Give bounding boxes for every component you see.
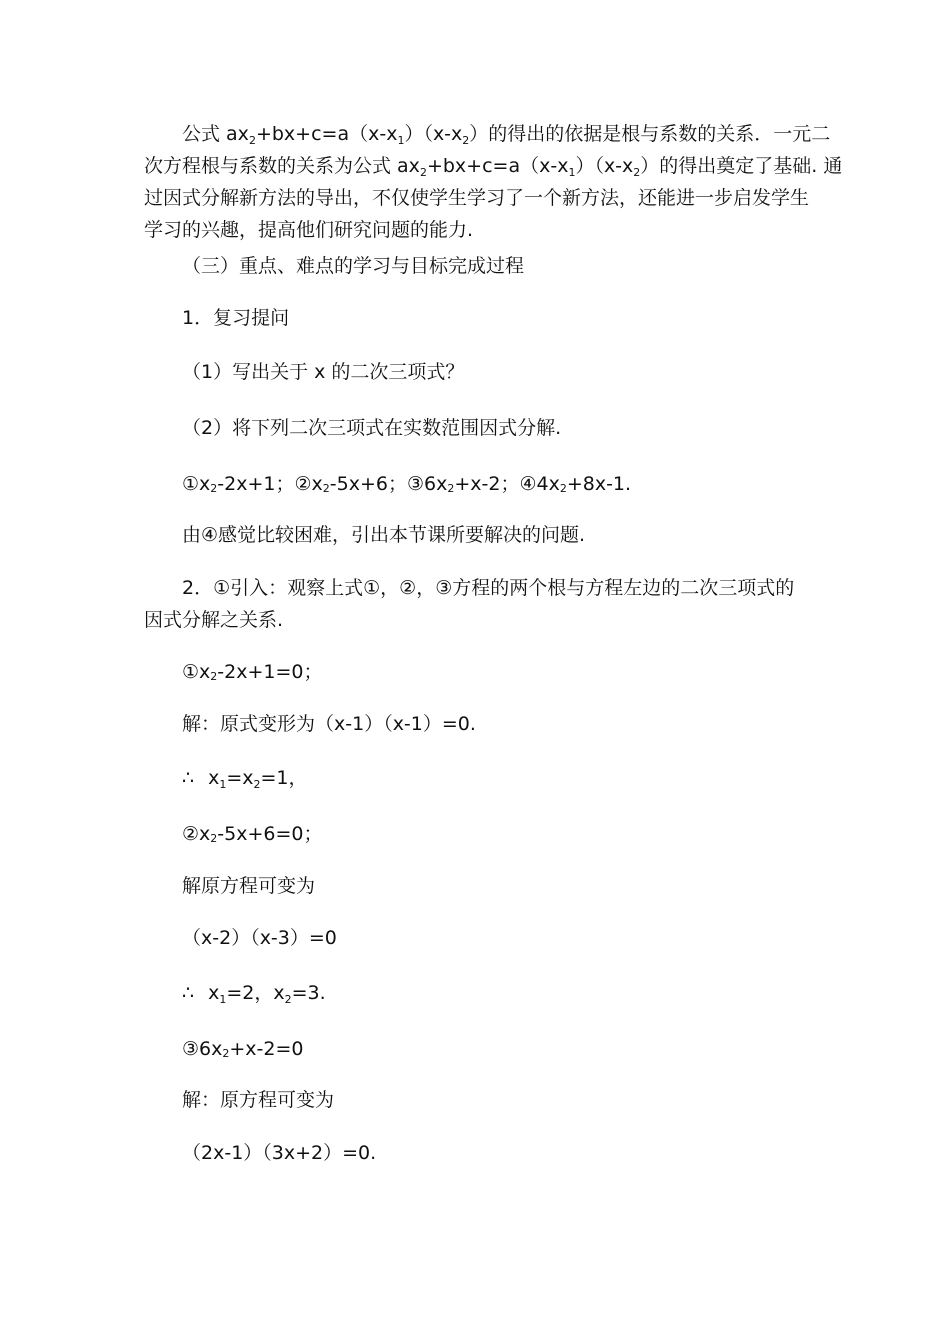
- item-2-line-2: 因式分解之关系.: [144, 609, 284, 631]
- subscript: 2: [322, 482, 330, 495]
- equation-3-solution: 解：原方程可变为: [182, 1089, 335, 1111]
- subscript: 2: [248, 134, 256, 147]
- item-1-heading: 1．复习提问: [182, 307, 290, 329]
- equation-2-factored: （x-2）（x-3）=0: [182, 927, 337, 949]
- section-heading: （三）重点、难点的学习与目标完成过程: [182, 255, 525, 277]
- subscript: 2: [210, 482, 218, 495]
- equation-2-roots: [182, 981, 326, 1005]
- text: +x-2=0: [229, 1038, 304, 1060]
- subscript: 2: [253, 778, 261, 791]
- equation-1: [182, 660, 323, 684]
- item-2-line-1: 2．①引入：观察上式①，②，③方程的两个根与方程左边的二次三项式的: [182, 577, 795, 599]
- text: ）（x-x: [575, 155, 634, 177]
- intro-line-1: [144, 118, 831, 150]
- subscript: 2: [284, 993, 292, 1006]
- text: =1，: [260, 767, 308, 789]
- text: =2，x: [226, 982, 285, 1004]
- subscript: 1: [219, 778, 227, 791]
- subscript: 1: [397, 134, 405, 147]
- equation-3-factored: （2x-1）（3x+2）=0.: [182, 1142, 377, 1164]
- difficulty-note: 由④感觉比较困难，引出本节课所要解决的问题.: [182, 524, 586, 546]
- intro-line-3: 过因式分解新方法的导出，不仅使学生学习了一个新方法，还能进一步启发学生: [144, 187, 810, 209]
- text: 公式 ax: [182, 123, 249, 145]
- subscript: 2: [419, 166, 427, 179]
- intro-line-4: 学习的兴趣，提高他们研究问题的能力.: [144, 219, 474, 241]
- item-2-paragraph: [144, 572, 808, 636]
- text: =3.: [291, 982, 326, 1004]
- text: ③6x: [182, 1038, 223, 1060]
- equation-2: [182, 822, 323, 846]
- text: -5x+6=0；: [217, 823, 323, 845]
- intro-paragraph: [144, 118, 843, 246]
- question-1: （1）写出关于 x 的二次三项式？: [182, 361, 465, 383]
- text: +x-2；④4x: [454, 473, 560, 495]
- equation-1-solution: 解：原式变形为（x-1）（x-1）=0.: [182, 713, 476, 735]
- text: =x: [226, 767, 254, 789]
- expression-list: [182, 472, 631, 496]
- text: +bx+c=a（x-x: [255, 123, 398, 145]
- text: -2x+1=0；: [217, 661, 323, 683]
- subscript: 1: [568, 166, 576, 179]
- text: ）（x-x: [404, 123, 463, 145]
- equation-1-roots: [182, 766, 308, 790]
- text: -5x+6；③6x: [329, 473, 448, 495]
- text: ①x: [182, 473, 211, 495]
- question-2: （2）将下列二次三项式在实数范围因式分解.: [182, 417, 562, 439]
- equation-2-solution: 解原方程可变为: [182, 875, 316, 897]
- subscript: 1: [219, 993, 227, 1006]
- text: ）的得出的依据是根与系数的关系．一元二: [469, 123, 831, 145]
- subscript: 2: [210, 670, 218, 683]
- text: ①x: [182, 661, 211, 683]
- therefore-symbol: ∴: [182, 982, 195, 1004]
- text: 次方程根与系数的关系为公式 ax: [144, 155, 420, 177]
- text: +8x-1.: [566, 473, 632, 495]
- subscript: 2: [447, 482, 455, 495]
- text: x: [208, 982, 220, 1004]
- text: ）的得出奠定了基础. 通: [640, 155, 843, 177]
- text: +bx+c=a（x-x: [426, 155, 569, 177]
- therefore-symbol: ∴: [182, 767, 195, 789]
- equation-3: [182, 1037, 304, 1061]
- subscript: 2: [210, 832, 218, 845]
- subscript: 2: [559, 482, 567, 495]
- text: x: [208, 767, 220, 789]
- subscript: 2: [462, 134, 470, 147]
- text: ②x: [182, 823, 211, 845]
- subscript: 2: [633, 166, 641, 179]
- intro-line-2: [144, 150, 843, 182]
- subscript: 2: [222, 1047, 230, 1060]
- text: -2x+1；②x: [217, 473, 323, 495]
